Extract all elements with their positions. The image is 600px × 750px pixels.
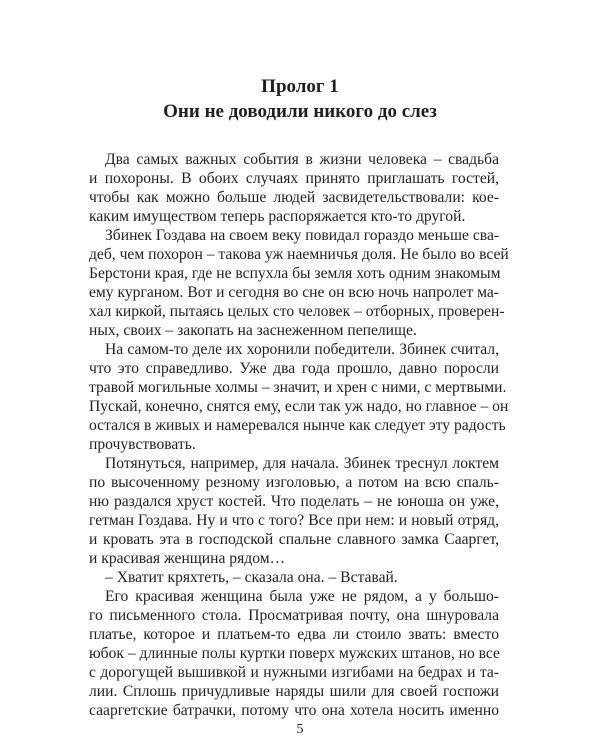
- chapter-subtitle: Они не доводили никого до слез: [163, 101, 437, 122]
- text-line: Пускай, конечно, снятся ему, если так уж надо, но главное – он: [89, 398, 509, 415]
- page-number: 5: [296, 722, 304, 737]
- text-line: На самом-то деле их хоронили победители. Збинек считал,: [105, 341, 499, 358]
- text-line: хал киркой, пытаясь целых сто человек – отборных, проверен-: [89, 303, 505, 320]
- text-line: платье, которое и платьем-то едва ли стоило звать: вместо: [89, 626, 499, 643]
- text-line: сааргетские батрачки, потому что она хотела носить именно: [89, 702, 499, 719]
- text-line: юбок – длинные полы куртки поверх мужских штанов, но все: [89, 645, 500, 662]
- text-line: по высоченному резному изголовью, а потом на всю спаль-: [89, 474, 499, 491]
- text-line: Его красивая женщина была уже не рядом, а у большо-: [105, 588, 499, 605]
- text-line: ему курганом. Вот и сегодня во сне он всю ночь напролет ма-: [89, 284, 499, 301]
- text-line: Збинек Гоздава на своем веку повидал гораздо меньше сва-: [105, 227, 500, 244]
- text-line: что это справедливо. Уже два года прошло, давно поросли: [89, 360, 499, 377]
- text-line: деб, чем похорон – такова уж наемничья доля. Не было во всей: [89, 246, 509, 263]
- text-line: и похороны. В обоих случаях принято приглашать гостей,: [89, 170, 499, 187]
- text-line: Два самых важных события в жизни человека – свадьба: [105, 151, 499, 168]
- text-line: прочувствовать.: [89, 436, 196, 453]
- text-line: – Хватит кряхтеть, – сказала она. – Вставай.: [105, 569, 398, 586]
- text-line: чтобы как можно больше людей засвидетельствовали: кое-: [89, 189, 499, 206]
- text-line: остался в живых и намеревался нынче как следует эту радость: [89, 417, 506, 434]
- text-line: Берстони края, где не вспухла бы земля хоть одним знакомым: [89, 265, 501, 282]
- text-line: ню раздался хруст костей. Что поделать – не юноша он уже,: [89, 493, 499, 510]
- text-line: го письменного стола. Просматривая почту, она шнуровала: [89, 607, 499, 624]
- chapter-title: Пролог 1: [261, 76, 339, 97]
- text-line: Потянуться, например, для начала. Збинек треснул локтем: [105, 455, 499, 472]
- text-line: гетман Гоздава. Ну и что с того? Все при нем: и новый отряд,: [89, 512, 499, 529]
- text-line: каким имуществом теперь распоряжается кто-то другой.: [89, 208, 466, 225]
- text-line: с дорогущей вышивкой и нужными изгибами на бедрах и та-: [89, 664, 499, 681]
- text-line: и кровать эта в господской спальне славного замка Сааргет,: [89, 531, 499, 548]
- text-line: и красивая женщина рядом…: [89, 550, 286, 567]
- text-line: ных, своих – закопать на заснеженном пепелище.: [89, 322, 417, 339]
- text-line: травой могильные холмы – значит, и хрен с ними, с мертвыми.: [89, 379, 507, 396]
- text-line: лии. Сплошь причудливые наряды шили для своей госпожи: [89, 683, 499, 700]
